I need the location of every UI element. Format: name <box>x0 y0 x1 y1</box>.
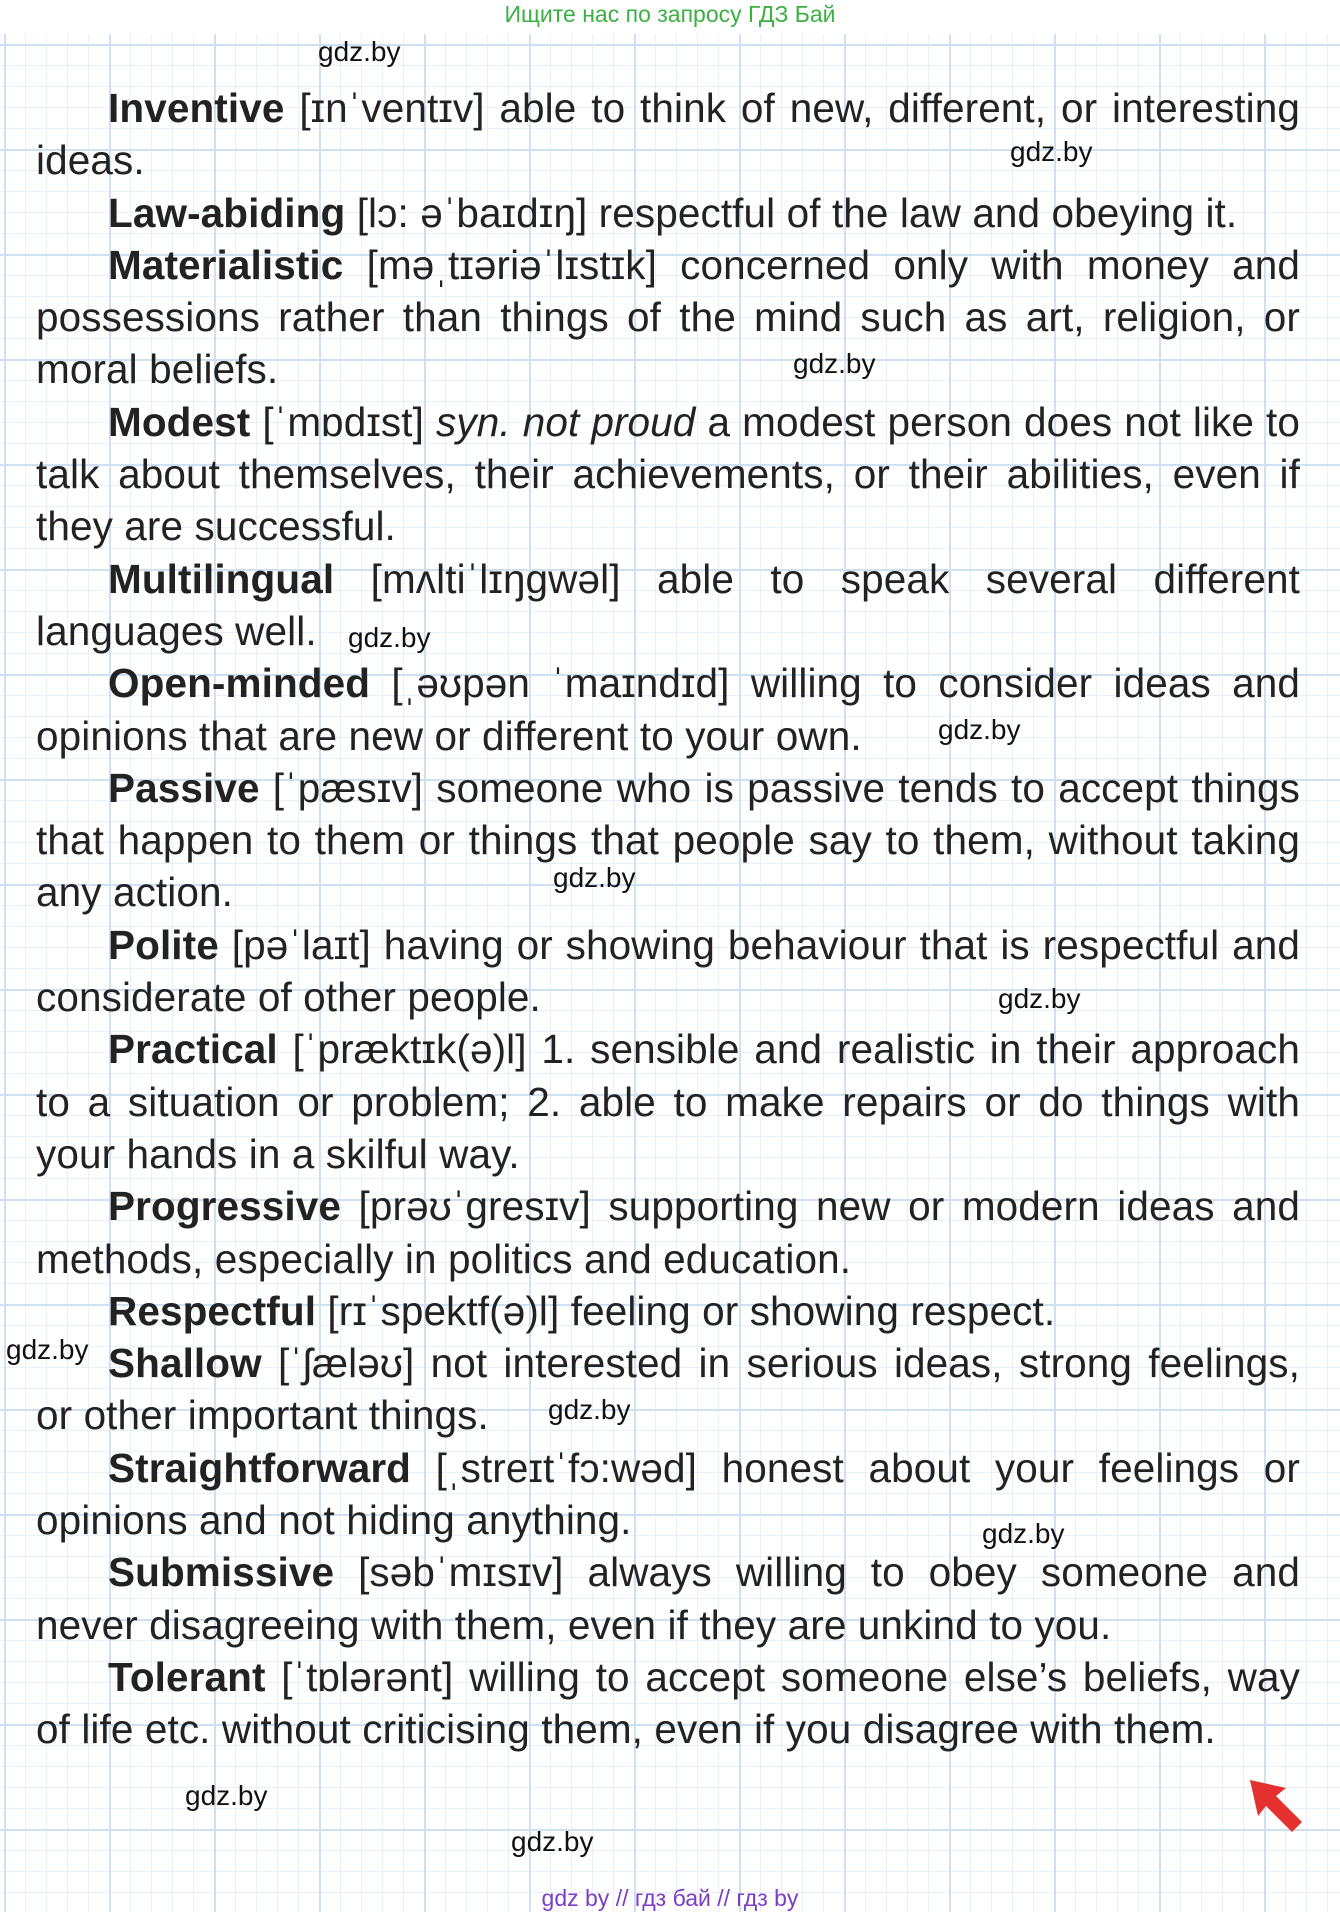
entry-definition: willing to accept someone else’s beliefs, way of life etc. without criticising them, even if you disagree with them. <box>36 1653 1300 1753</box>
entry-word: Open-minded <box>108 660 371 707</box>
entry-pronunciation: [ˈmɒdɪst] <box>262 398 424 445</box>
entry-pronunciation: [ˌəʊpən ˈmaɪndɪd] <box>391 660 730 707</box>
vocabulary-entry <box>36 919 1300 1024</box>
entry-word: Passive <box>108 764 260 811</box>
entry-word: Practical <box>108 1026 278 1073</box>
entry-word: Modest <box>108 398 251 445</box>
entry-definition: having or showing behaviour that is respectful and considerate of other people. <box>36 921 1300 1021</box>
entry-pronunciation: [ɪnˈventɪv] <box>299 85 485 131</box>
vocabulary-entry <box>36 1180 1300 1285</box>
entry-word: Tolerant <box>108 1653 266 1700</box>
vocabulary-entry <box>36 553 1300 658</box>
watermark: gdz.by <box>793 348 876 379</box>
entry-definition: concerned only with money and possessions rather than things of the mind such as art, religion, or moral beliefs. <box>36 241 1300 393</box>
vocabulary-entry <box>36 762 1300 919</box>
entry-definition: a modest person does not like to talk about themselves, their achievements, or their abilities, even if they are successful. <box>36 398 1301 550</box>
arrow-icon <box>1246 1776 1306 1836</box>
entry-pronunciation: [lɔ: əˈbaɪdɪŋ] <box>356 189 588 236</box>
watermark: gdz.by <box>6 1334 89 1365</box>
vocabulary-entry <box>36 187 1300 239</box>
vocabulary-entry <box>36 82 1300 187</box>
vocabulary-entry <box>36 1023 1300 1180</box>
entry-definition: respectful of the law and obeying it. <box>598 189 1238 236</box>
entry-pronunciation: [mʌltiˈlɪŋgwəl] <box>370 555 621 602</box>
entry-word: Materialistic <box>108 241 344 288</box>
vocabulary-entry <box>36 657 1300 762</box>
entry-definition: feeling or showing respect. <box>570 1287 1056 1334</box>
vocabulary-list <box>36 82 1300 1756</box>
entry-word: Progressive <box>108 1183 341 1230</box>
entry-word: Multilingual <box>108 555 335 602</box>
vocabulary-entry <box>36 396 1300 553</box>
entry-pronunciation: [ˌstreɪtˈfɔ:wəd] <box>435 1444 697 1491</box>
vocabulary-entry <box>36 1651 1300 1756</box>
entry-definition: supporting new or modern ideas and methods, especially in politics and education. <box>36 1183 1300 1282</box>
entry-word: Straightforward <box>108 1444 412 1491</box>
entry-word: Law-abiding <box>108 189 346 236</box>
entry-pronunciation: [məˌtɪəriəˈlɪstɪk] <box>366 241 657 288</box>
footer-links[interactable]: gdz by // гдз бай // гдз by <box>541 1885 799 1911</box>
watermark: gdz.by <box>938 714 1021 745</box>
entry-definition: able to think of new, different, or interesting ideas. <box>36 85 1300 184</box>
entry-word: Shallow <box>108 1340 262 1387</box>
watermark: gdz.by <box>998 983 1081 1014</box>
watermark: gdz.by <box>348 622 431 653</box>
vocabulary-entry <box>36 1285 1300 1337</box>
watermark: gdz.by <box>318 36 401 67</box>
entry-pronunciation: [prəʊˈgresɪv] <box>358 1183 591 1230</box>
vocabulary-entry <box>36 239 1300 396</box>
watermark: gdz.by <box>548 1394 631 1425</box>
entry-definition: able to speak several different languages well. <box>36 555 1300 654</box>
watermark: gdz.by <box>511 1826 594 1857</box>
entry-pronunciation: [rɪˈspektf(ə)l] <box>327 1287 560 1334</box>
entry-word: Respectful <box>108 1287 317 1334</box>
watermark: gdz.by <box>982 1518 1065 1549</box>
vocabulary-entry <box>36 1546 1300 1651</box>
entry-pronunciation: [ˈpræktɪk(ə)l] <box>292 1026 527 1073</box>
vocabulary-entry <box>36 1337 1300 1442</box>
entry-word: Inventive <box>108 85 285 131</box>
entry-pronunciation: [pəˈlaɪt] <box>231 921 371 968</box>
entry-pronunciation: [ˈtɒlərənt] <box>281 1653 454 1700</box>
vocabulary-entry <box>36 1442 1300 1547</box>
top-banner[interactable]: Ищите нас по запросу ГДЗ Бай <box>0 0 1340 34</box>
entry-synonym: syn. not proud <box>436 398 696 445</box>
entry-definition: honest about your feelings or opinions and not hiding anything. <box>36 1444 1300 1544</box>
entry-definition: not interested in serious ideas, strong feelings, or other important things. <box>36 1340 1301 1439</box>
entry-pronunciation: [ˈpæsɪv] <box>272 764 424 811</box>
entry-word: Submissive <box>108 1549 335 1596</box>
entry-pronunciation: [səbˈmɪsɪv] <box>358 1549 564 1596</box>
entry-pronunciation: [ˈʃæləʊ] <box>277 1340 415 1387</box>
entry-definition: someone who is passive tends to accept things that happen to them or things that people say to them, without taking any action. <box>36 764 1300 916</box>
entry-definition: always willing to obey someone and never disagreeing with them, even if they are unkind to you. <box>36 1549 1300 1648</box>
watermark: gdz.by <box>1010 136 1093 167</box>
entry-definition: 1. sensible and realistic in their approach to a situation or problem; 2. able to make repairs or do things with your hands in a skilful way. <box>36 1026 1301 1177</box>
watermark: gdz.by <box>553 862 636 893</box>
watermark: gdz.by <box>185 1780 268 1811</box>
entry-definition: willing to consider ideas and opinions that are new or different to your own. <box>36 660 1300 759</box>
entry-word: Polite <box>108 921 219 968</box>
